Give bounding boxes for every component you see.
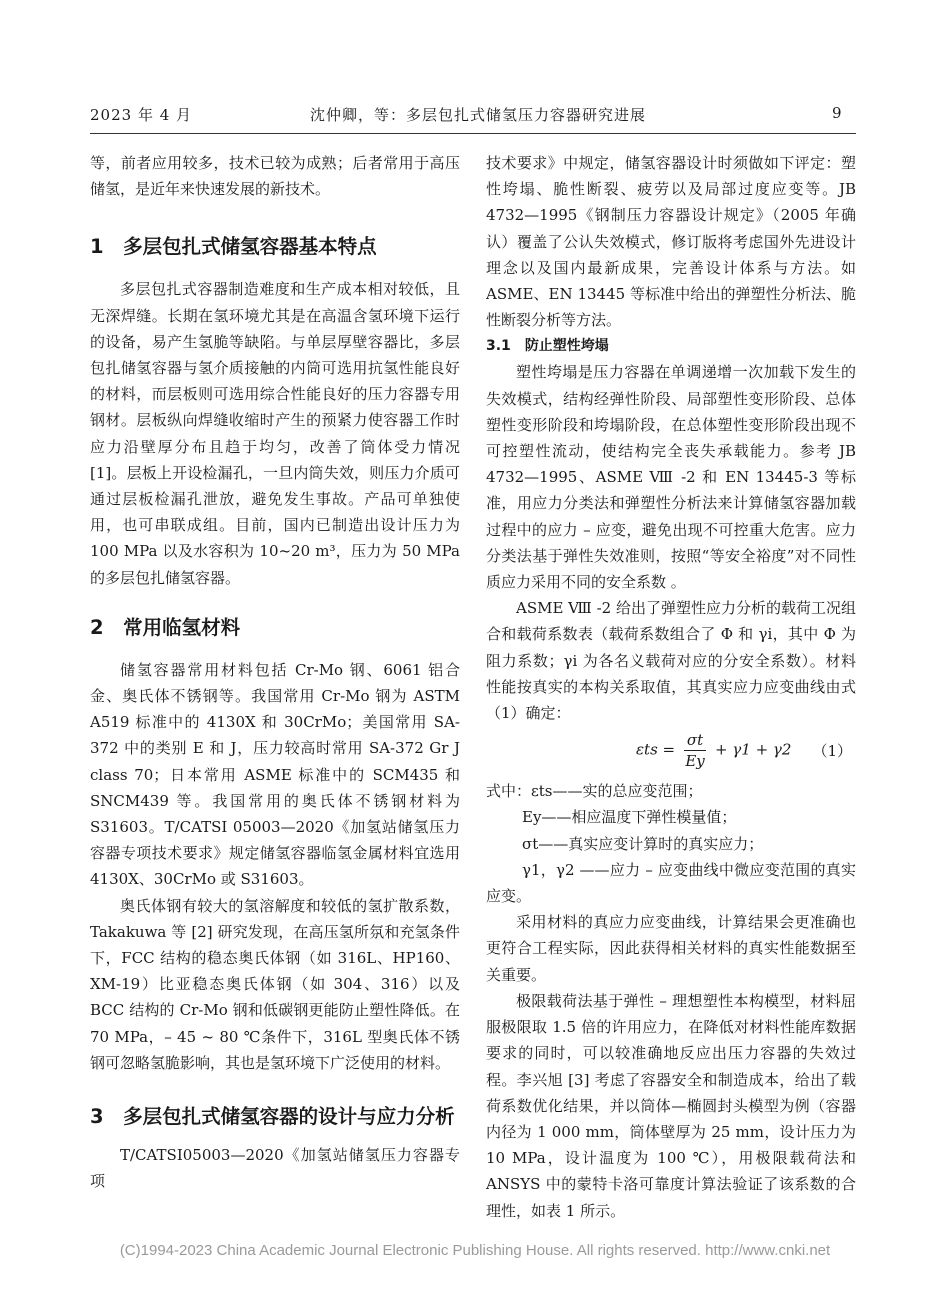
limit-load-paragraph: 极限载荷法基于弹性 – 理想塑性本构模型，材料屈服极限取 1.5 倍的许用应力，在降低对材料性能库数据要求的同时，可以较准确地反应出压力容器的失效过程。李兴旭 [3] 考虑了容器安全和制造成本，给出了载荷系数优化结果，并以筒体—椭圆封头模型为例（容器内径为 1 000 mm，筒体壁厚为 25 mm，设计压力为 10 MPa，设计温度为 100 ℃），用极限载荷法和 ANSYS 中的蒙特卡洛可靠度计算法验证了该系数的合理性，如表 1 所示。	[486, 991, 856, 1220]
definition-sigma: σt——真实应变计算时的真实应力；	[522, 834, 764, 853]
page-number: 9	[832, 104, 843, 122]
equation-denominator: Ey	[685, 752, 705, 771]
left-column	[90, 150, 460, 1195]
definition-ey: Ey——相应温度下弹性模量值；	[522, 808, 737, 827]
continued-paragraph: 技术要求》中规定，储氢容器设计时须做如下评定：塑性垮塌、脆性断裂、疲劳以及局部过度应变等。JB 4732—1995《钢制压力容器设计规定》（2005 年确认）覆盖了公认失效模式，修订版将考虑国外先进设计理念以及国内最新成果，完善设计体系与方法。如 ASME、EN 13445 等标准中给出的弹塑性分析法、脆性断裂分析等方法。	[486, 154, 856, 330]
section-3-heading: 3 多层包扎式储氢容器的设计与应力分析	[90, 1105, 455, 1129]
section-3-paragraph: T/CATSI05003—2020《加氢站储氢压力容器专项	[90, 1146, 460, 1191]
equation-tail: + γ1 + γ2	[714, 740, 792, 759]
plastic-collapse-paragraph: 塑性垮塌是压力容器在单调递增一次加载下发生的失效模式，结构经弹性阶段、局部塑性变形阶段、总体塑性变形阶段和垮塌阶段，在总体塑性变形阶段出现不可控塑性流动，使结构完全丧失承载能力。参考 JB 4732—1995、ASME Ⅷ -2 和 EN 13445-3 等标准，用应力分类法和弹塑性分析法来计算储氢容器加载过程中的应力 – 应变，避免出现不可控重大危害。应力分类法基于弹性失效准则，按照“等安全裕度”对不同性质应力采用不同的安全系数 。	[486, 363, 856, 592]
equation-lhs: εts =	[636, 740, 676, 759]
right-column	[486, 150, 856, 1224]
intro-paragraph: 等，前者应用较多，技术已较为成熟；后者常用于高压储氢，是近年来快速发展的新技术。	[90, 154, 460, 199]
equation-number: （1）	[812, 742, 852, 761]
header-rule	[90, 133, 856, 134]
running-header-title: 沈仲卿，等：多层包扎式储氢压力容器研究进展	[310, 106, 647, 124]
section-2-paragraph-2: 奥氏体钢有较大的氢溶解度和较低的氢扩散系数，Takakuwa 等 [2] 研究发现，在高压氢所氛和充氢条件下，FCC 结构的稳态奥氏体钢（如 316L、HP160、XM-19）比亚稳态奥氏体钢（如 304、316）以及 BCC 结构的 Cr-Mo 钢和低碳钢更能防止塑性降低。在 70 MPa，– 45 ~ 80 ℃条件下，316L 型奥氏体不锈钢可忽略氢脆影响，其也是氢环境下广泛使用的材料。	[90, 896, 460, 1072]
true-curve-paragraph: 采用材料的真应力应变曲线，计算结果会更准确也更符合工程实际，因此获得相关材料的真实性能数据至关重要。	[486, 913, 856, 984]
section-1-paragraph: 多层包扎式容器制造难度和生产成本相对较低，且无深焊缝。长期在氢环境尤其是在高温含氢环境下运行的设备，易产生氢脆等缺陷。与单层厚壁容器比，多层包扎储氢容器与氢介质接触的内筒可选用抗氢性能良好的材料，而层板则可选用综合性能良好的压力容器专用钢材。层板纵向焊缝收缩时产生的预紧力使容器工作时应力沿壁厚分布且趋于均匀，改善了筒体受力情况 [1]。层板上开设检漏孔，一旦内筒失效，则压力介质可通过层板检漏孔泄放，避免发生事故。产品可单独使用，也可串联成组。目前，国内已制造出设计压力为 100 MPa 以及水容积为 10~20 m³，压力为 50 MPa 的多层包扎储氢容器。	[90, 280, 460, 587]
section-1-heading: 1 多层包扎式储氢容器基本特点	[90, 235, 377, 259]
running-header-date: 2023 年 4 月	[90, 106, 193, 124]
equation-expression	[636, 730, 791, 771]
subsection-title: 防止塑性垮塌	[524, 338, 609, 355]
definition-intro: 式中：εts——实的总应变范围；	[486, 782, 703, 801]
equation-1	[486, 726, 856, 778]
definition-gamma: γ1，γ2 ——应力 – 应变曲线中微应变范围的真实应变。	[486, 860, 856, 906]
equation-fraction	[684, 730, 706, 771]
section-2-paragraph-1: 储氢容器常用材料包括 Cr-Mo 钢、6061 铝合金、奥氏体不锈钢等。我国常用 Cr-Mo 钢为 ASTM A519 标准中的 4130X 和 30CrMo；美国常用 SA-372 中的类别 E 和 J，压力较高时常用 SA-372 Gr J class 70；日本常用 ASME 标准中的 SCM435 和 SNCM439 等。我国常用的奥氏体不锈钢材料为 S31603。T/CATSI 05003—2020《加氢站储氢压力容器专项技术要求》规定储氢容器临氢金属材料宜选用 4130X、30CrMo 或 S31603。	[90, 660, 460, 889]
subsection-3-1-heading	[486, 333, 856, 359]
equation-numerator: σt	[684, 730, 706, 751]
asme-paragraph: ASME Ⅷ -2 给出了弹塑性应力分析的载荷工况组合和载荷系数表（载荷系数组合了 Φ 和 γi，其中 Φ 为阻力系数；γi 为各名义载荷对应的分安全系数）。材料性能按真实的本构关系取值，其真实应力应变曲线由式（1）确定：	[486, 599, 856, 723]
copyright-footer: (C)1994-2023 China Academic Journal Electronic Publishing House. All rights reserved. http://www.cnki.net	[119, 1242, 831, 1259]
section-2-heading: 2 常用临氢材料	[90, 615, 241, 639]
subsection-number: 3.1	[486, 338, 511, 355]
